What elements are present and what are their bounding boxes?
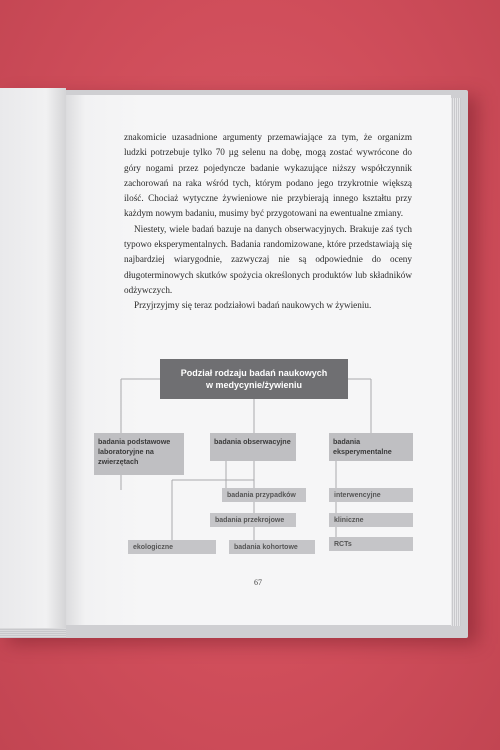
leaf-clinical: kliniczne bbox=[329, 513, 413, 527]
root-line-2: w medycynie/żywieniu bbox=[205, 380, 303, 390]
leaf-rcts: RCTs bbox=[329, 537, 413, 551]
diagram-root-box bbox=[160, 359, 348, 399]
paragraph-3: Przyjrzyjmy się teraz podziałowi badań naukowych w żywieniu. bbox=[134, 300, 372, 311]
root-line-1: Podział rodzaju badań naukowych bbox=[180, 368, 328, 378]
category-basic-box: badania podstawowe laboratoryjne na zwierzętach bbox=[94, 433, 184, 475]
page-number: 67 bbox=[254, 578, 262, 587]
leaf-interventional: interwencyjne bbox=[329, 488, 413, 502]
leaf-cross-sectional: badania przekrojowe bbox=[210, 513, 296, 527]
paragraph-2: Niestety, wiele badań bazuje na danych obserwacyjnych. Brakuje zaś tych typowo eksperymentalnych. Badania randomizowane, które przedstawiają się najbardziej wiarygodnie, zazwyczaj nie są odpowiednie do oceny długoterminowych skutków spożycia określonych produktów lub składników odżywczych. bbox=[124, 223, 412, 295]
category-observational-box: badania obserwacyjne bbox=[210, 433, 296, 461]
leaf-cohort: badania kohortowe bbox=[229, 540, 315, 554]
leaf-ecological: ekologiczne bbox=[128, 540, 216, 554]
category-experimental-box: badania eksperymentalne bbox=[329, 433, 413, 461]
paragraph-1: znakomicie uzasadnione argumenty przemawiające za tym, że organizm ludzki potrzebuje tylko 70 µg selenu na dobę, mogą zostać wywrócone do góry nogami przez pojedyncze badanie wykazujące niższy współczynnik zachorowań na raka wśród tych, którym podano jego trzykrotnie większą ilość. Chociaż wytyczne żywieniowe nie przybierają innego kształtu przy każdym nowym badaniu, musimy być przygotowani na ewentualne zmiany. bbox=[124, 132, 412, 219]
leaf-case-studies: badania przypadków bbox=[222, 488, 306, 502]
